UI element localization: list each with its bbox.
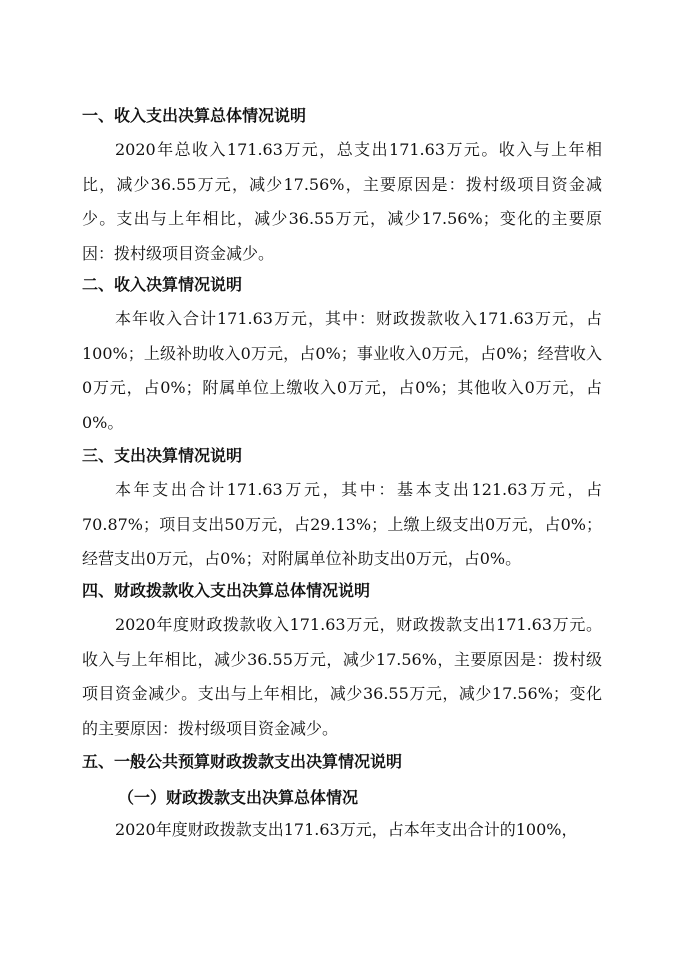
- section-3-body: 本年支出合计171.63万元，其中：基本支出121.63万元，占70.87%；项目支出50万元，占29.13%；上缴上级支出0万元，占0%；经营支出0万元，占0%；对附属单位补助支出0万元，占0%。: [82, 480, 602, 569]
- section-3-heading: 三、支出决算情况说明: [82, 446, 243, 465]
- section-2-body: 本年收入合计171.63万元，其中：财政拨款收入171.63万元，占100%；上级补助收入0万元，占0%；事业收入0万元，占0%；经营收入0万元，占0%；附属单位上缴收入0万元，占0%；其他收入0万元，占0%。: [82, 309, 602, 433]
- section-1-heading: 一、收入支出决算总体情况说明: [82, 106, 307, 125]
- section-5-subheading: （一）财政拨款支出决算总体情况: [118, 788, 359, 807]
- section-1-body: 2020年总收入171.63万元，总支出171.63万元。收入与上年相比，减少36.55万元，减少17.56%，主要原因是：拨村级项目资金减少。支出与上年相比，减少36.55万元，减少17.56%；变化的主要原因：拨村级项目资金减少。: [82, 140, 602, 264]
- section-5-body: 2020年度财政拨款支出171.63万元，占本年支出合计的100%，: [115, 820, 578, 839]
- section-2-heading: 二、收入决算情况说明: [82, 275, 243, 294]
- section-5-heading: 五、一般公共预算财政拨款支出决算情况说明: [82, 752, 403, 771]
- section-4-heading: 四、财政拨款收入支出决算总体情况说明: [82, 581, 371, 600]
- section-4-body: 2020年度财政拨款收入171.63万元，财政拨款支出171.63万元。收入与上年相比，减少36.55万元，减少17.56%，主要原因是：拨村级项目资金减少。支出与上年相比，减少36.55万元，减少17.56%；变化的主要原因：拨村级项目资金减少。: [82, 615, 602, 739]
